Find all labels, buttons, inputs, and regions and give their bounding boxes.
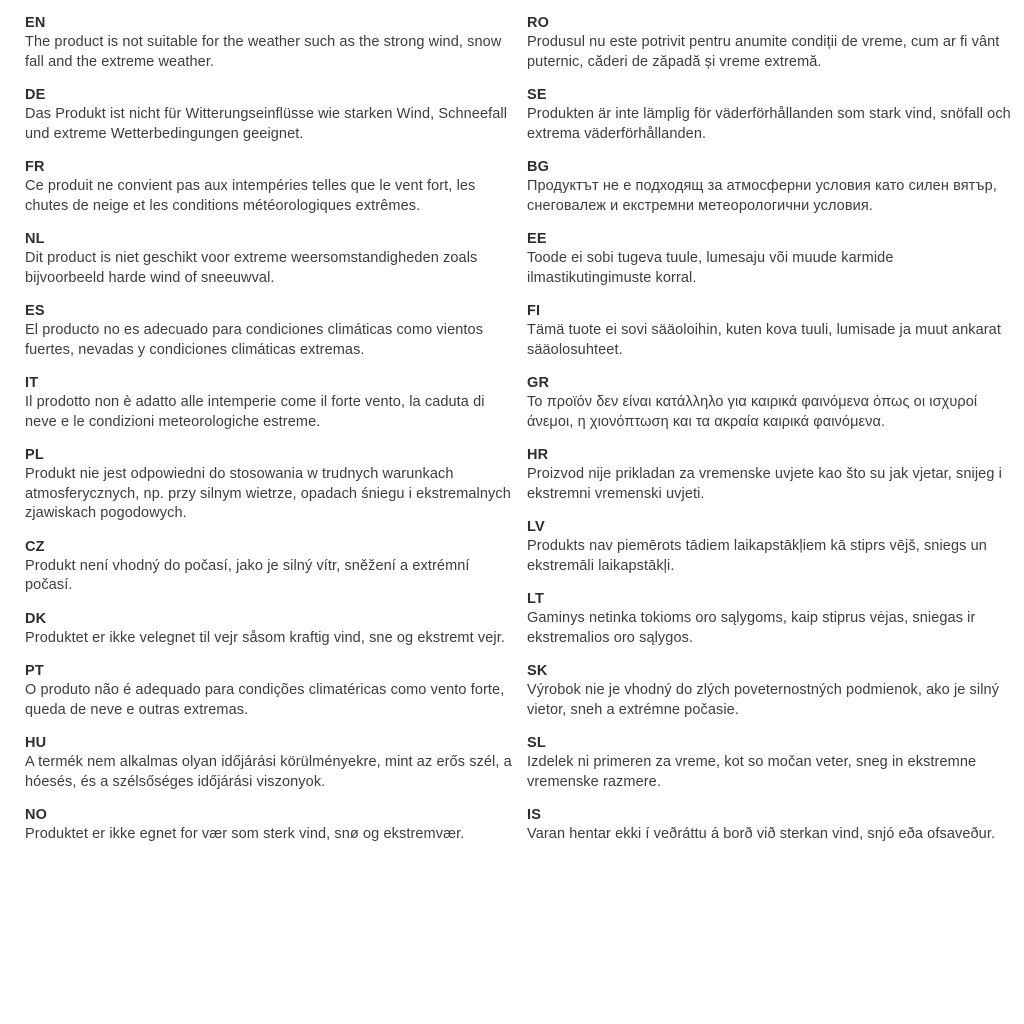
translation-text: Toode ei sobi tugeva tuule, lumesaju või muude karmide ilmastikutingimuste korral. bbox=[527, 250, 894, 286]
entry-pl bbox=[25, 446, 513, 524]
entry-sk bbox=[527, 662, 1015, 720]
entry-lv bbox=[527, 518, 1015, 576]
language-code: HU bbox=[25, 735, 47, 751]
language-code: FI bbox=[527, 303, 541, 319]
entry-en bbox=[25, 14, 513, 72]
translation-text: Το προϊόν δεν είναι κατάλληλο για καιρικά φαινόμενα όπως οι ισχυροί άνεμοι, η χιονόπτωση και τα ακραία καιρικά φαινόμενα. bbox=[527, 394, 978, 430]
entry-it bbox=[25, 374, 513, 432]
translation-text: Izdelek ni primeren za vreme, kot so močan veter, sneg in ekstremne vremenske razmere. bbox=[527, 754, 977, 790]
translation-text: Ce produit ne convient pas aux intempéries telles que le vent fort, les chutes de neige et les conditions météorologiques extrêmes. bbox=[25, 178, 476, 214]
translation-text: Das Produkt ist nicht für Witterungseinflüsse wie starken Wind, Schneefall und extreme Wetterbedingungen geeignet. bbox=[25, 106, 508, 142]
language-code: ES bbox=[25, 303, 45, 319]
language-code: DK bbox=[25, 610, 47, 627]
entry-is bbox=[527, 806, 1015, 845]
entry-bg bbox=[527, 158, 1015, 216]
language-code: GR bbox=[527, 375, 550, 391]
language-code: SE bbox=[527, 87, 547, 103]
translation-text: Il prodotto non è adatto alle intemperie come il forte vento, la caduta di neve e le condizioni meteorologiche estreme. bbox=[25, 394, 485, 430]
translation-text: Varan hentar ekki í veðráttu á borð við sterkan vind, snjó eða ofsaveður. bbox=[527, 826, 996, 842]
entry-cz bbox=[25, 538, 513, 596]
language-code: EN bbox=[25, 15, 46, 31]
language-code: DE bbox=[25, 87, 46, 103]
entry-hr bbox=[527, 446, 1015, 504]
translation-text: Tämä tuote ei sovi sääoloihin, kuten kova tuuli, lumisade ja muut ankarat sääolosuhteet. bbox=[527, 322, 1001, 358]
entry-fr bbox=[25, 158, 513, 216]
language-code: FR bbox=[25, 159, 45, 175]
language-code: NL bbox=[25, 231, 45, 247]
translation-text: Proizvod nije prikladan za vremenske uvjete kao što su jak vjetar, snijeg i ekstremni vremenski uvjeti. bbox=[527, 466, 1002, 502]
translation-text: Продуктът не е подходящ за атмосферни условия като силен вятър, снеговалеж и екстремни метеорологични условия. bbox=[527, 178, 997, 214]
entry-ro bbox=[527, 14, 1015, 72]
left-column bbox=[25, 14, 513, 1014]
entry-pt bbox=[25, 662, 513, 720]
translation-text: Produkt nie jest odpowiedni do stosowania w trudnych warunkach atmosferycznych, np. przy silnym wietrze, opadach śniegu i ekstremalnych zjawiskach pogodowych. bbox=[25, 466, 511, 521]
language-code: IS bbox=[527, 807, 542, 823]
translation-text: Výrobok nie je vhodný do zlých poveternostných podmienok, ako je silný vietor, sneh a extrémne počasie. bbox=[527, 682, 1000, 718]
language-code: BG bbox=[527, 159, 550, 175]
right-column bbox=[527, 14, 1015, 1014]
translation-text: O produto não é adequado para condições climatéricas como vento forte, queda de neve e outras extremas. bbox=[25, 682, 505, 718]
entry-gr bbox=[527, 374, 1015, 432]
language-code: PT bbox=[25, 663, 44, 679]
translation-text: The product is not suitable for the weather such as the strong wind, snow fall and the extreme weather. bbox=[25, 34, 502, 70]
language-code: CZ bbox=[25, 538, 45, 555]
language-code: HR bbox=[527, 447, 549, 463]
entry-es bbox=[25, 302, 513, 360]
language-code: PL bbox=[25, 447, 44, 463]
entry-sl bbox=[527, 734, 1015, 792]
entry-ee bbox=[527, 230, 1015, 288]
language-code: SK bbox=[527, 663, 548, 679]
translation-text: Produktet er ikke velegnet til vejr såsom kraftig vind, sne og ekstremt vejr. bbox=[25, 629, 505, 646]
translation-text: Produkt není vhodný do počasí, jako je silný vítr, sněžení a extrémní počasí. bbox=[25, 557, 470, 593]
language-code: LV bbox=[527, 519, 545, 535]
translation-text: Dit product is niet geschikt voor extreme weersomstandigheden zoals bijvoorbeeld harde wind of sneeuwval. bbox=[25, 250, 478, 286]
entry-hu bbox=[25, 734, 513, 792]
entry-se bbox=[527, 86, 1015, 144]
entry-lt bbox=[527, 590, 1015, 648]
translation-text: El producto no es adecuado para condiciones climáticas como vientos fuertes, nevadas y condiciones climáticas extremas. bbox=[25, 322, 484, 358]
language-code: IT bbox=[25, 375, 39, 391]
translation-text: Produsul nu este potrivit pentru anumite condiții de vreme, cum ar fi vânt puternic, căderi de zăpadă și vreme extremă. bbox=[527, 34, 1000, 70]
language-code: SL bbox=[527, 735, 546, 751]
entry-de bbox=[25, 86, 513, 144]
translation-text: Produkten är inte lämplig för väderförhållanden som stark vind, snöfall och extrema väderförhållanden. bbox=[527, 106, 1011, 142]
entry-no bbox=[25, 806, 513, 845]
language-code: EE bbox=[527, 231, 547, 247]
entry-nl bbox=[25, 230, 513, 288]
translation-text: Gaminys netinka tokioms oro sąlygoms, kaip stiprus vėjas, sniegas ir ekstremalios oro sąlygos. bbox=[527, 610, 976, 646]
translation-text: Produkts nav piemērots tādiem laikapstākļiem kā stiprs vējš, sniegs un ekstremāli laikapstākļi. bbox=[527, 538, 987, 574]
language-code: RO bbox=[527, 15, 550, 31]
entry-fi bbox=[527, 302, 1015, 360]
language-code: LT bbox=[527, 591, 545, 607]
translation-text: A termék nem alkalmas olyan időjárási körülményekre, mint az erős szél, a hóesés, és a szélsőséges időjárási viszonyok. bbox=[25, 754, 512, 790]
translation-text: Produktet er ikke egnet for vær som sterk vind, snø og ekstremvær. bbox=[25, 826, 465, 842]
entry-dk bbox=[25, 610, 513, 649]
language-code: NO bbox=[25, 807, 48, 823]
